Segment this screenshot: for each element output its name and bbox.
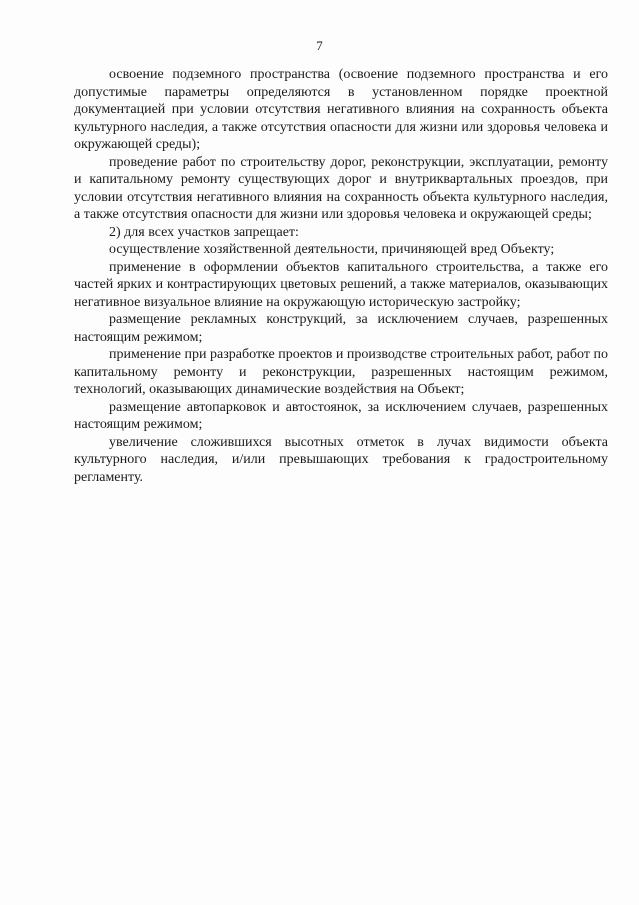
- paragraph: размещение автопарковок и автостоянок, за исключением случаев, разрешенных настоящим режимом;: [74, 399, 608, 432]
- paragraph: проведение работ по строительству дорог, реконструкции, эксплуатации, ремонту и капитальному ремонту существующих дорог и внутриквартальных проездов, при условии отсутствия негативного влияния на сохранность объекта культурного наследия, а также отсутствия опасности для жизни или здоровья человека и окружающей среды;: [74, 154, 608, 222]
- paragraph: размещение рекламных конструкций, за исключением случаев, разрешенных настоящим режимом;: [74, 312, 608, 345]
- paragraph: освоение подземного пространства (освоение подземного пространства и его допустимые параметры определяются в установленном порядке проектной документацией при условии отсутствия негативного влияния на сохранность объекта культурного наследия, а также отсутствия опасности для жизни или здоровья человека и окружающей среды);: [74, 67, 608, 152]
- paragraph: 2) для всех участков запрещает:: [109, 224, 299, 240]
- paragraph: применение в оформлении объектов капитального строительства, а также его частей ярких и контрастирующих цветовых решений, а также материалов, оказывающих негативное визуальное влияние на окружающую историческую застройку;: [74, 259, 608, 310]
- paragraph: увеличение сложившихся высотных отметок в лучах видимости объекта культурного наследия, и/или превышающих требования к градостроительному регламенту.: [74, 434, 608, 485]
- paragraph: применение при разработке проектов и производстве строительных работ, работ по капитальному ремонту и реконструкции, разрешенных настоящим режимом, технологий, оказывающих динамические воздействия на Объект;: [74, 347, 608, 397]
- page-number: 7: [316, 38, 323, 53]
- paragraph: осуществление хозяйственной деятельности, причиняющей вред Объекту;: [109, 242, 555, 257]
- document-body: [74, 66, 608, 486]
